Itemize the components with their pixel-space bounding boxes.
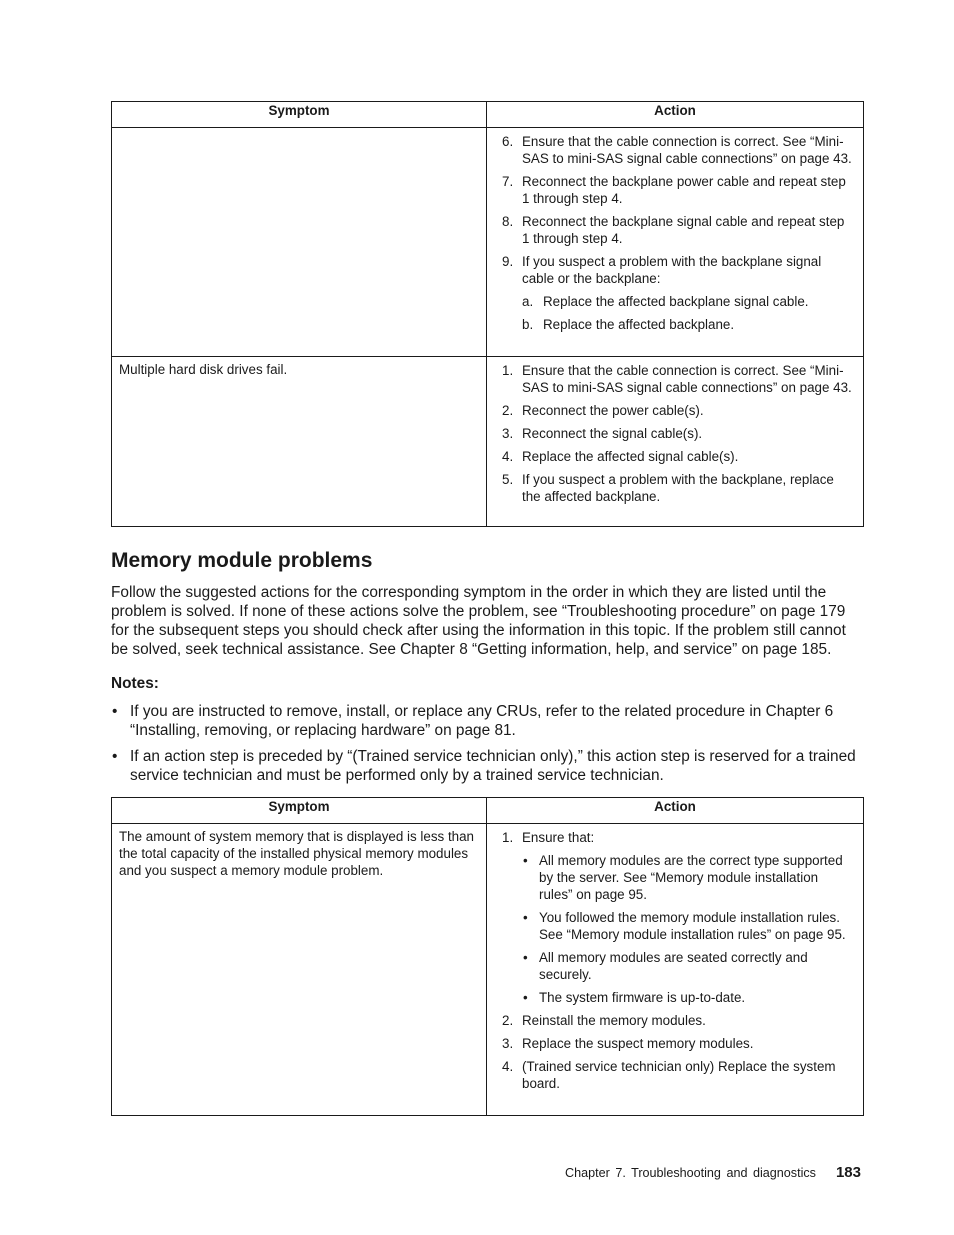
sub-step-text: Replace the affected backplane signal cable. <box>543 294 809 309</box>
symptom-cell: Multiple hard disk drives fail. <box>112 357 487 527</box>
step-text: Ensure that: <box>522 830 595 845</box>
table-row <box>112 824 864 1116</box>
step-text: Reinstall the memory modules. <box>522 1013 706 1028</box>
ensure-checklist <box>522 852 854 1006</box>
action-step <box>497 425 854 442</box>
action-step <box>497 471 854 505</box>
step-text: Replace the suspect memory modules. <box>522 1036 754 1051</box>
action-step <box>497 173 854 207</box>
checklist-text: All memory modules are seated correctly and securely. <box>539 950 808 982</box>
section-intro: Follow the suggested actions for the corresponding symptom in the order in which they are listed until the problem is solved. If none of these actions solve the problem, see “Troubleshooting procedure” on page 179 for the subsequent steps you should check after using the information in this topic. If the problem still cannot be solved, seek technical assistance. See Chapter 8 “Getting information, help, and service” on page 185. <box>111 584 846 658</box>
symptom-header: Symptom <box>112 102 487 128</box>
step-number: 2. <box>502 403 514 418</box>
sub-step-letter: b. <box>522 317 534 332</box>
step-number: 1. <box>502 363 514 378</box>
checklist-item <box>522 852 854 903</box>
action-step <box>497 133 854 167</box>
notes-list <box>111 702 863 792</box>
symptom-cell <box>112 128 487 357</box>
step-number: 7. <box>502 174 514 189</box>
step-text: Reconnect the power cable(s). <box>522 403 704 418</box>
step-number: 1. <box>502 830 514 845</box>
action-cell <box>487 824 864 1116</box>
table-row <box>112 128 864 357</box>
section-title: Memory module problems <box>111 549 373 572</box>
step-number: 9. <box>502 254 514 269</box>
action-step <box>497 829 854 1006</box>
hdd-troubleshooting-table <box>111 101 864 527</box>
note-item <box>111 747 863 785</box>
note-text: If an action step is preceded by “(Trained service technician only),” this action step is reserved for a trained service technician and must be performed only by a trained service technician. <box>130 748 856 784</box>
action-step <box>497 402 854 419</box>
bullet-icon: • <box>112 748 118 765</box>
action-steps <box>497 133 854 333</box>
sub-steps <box>522 293 854 333</box>
table-row <box>112 357 864 527</box>
step-number: 3. <box>502 426 514 441</box>
action-header: Action <box>487 102 864 128</box>
step-number: 4. <box>502 1059 514 1074</box>
page-number: 183 <box>835 1164 861 1181</box>
step-text: Ensure that the cable connection is correct. See “Mini-SAS to mini-SAS signal cable connections” on page 43. <box>522 363 852 395</box>
action-steps <box>497 362 854 505</box>
action-step <box>497 213 854 247</box>
sub-step-letter: a. <box>522 294 534 309</box>
footer-chapter: Chapter 7. Troubleshooting and diagnostics <box>565 1166 816 1180</box>
step-text: If you suspect a problem with the backplane signal cable or the backplane: <box>522 254 822 286</box>
checklist-text: The system firmware is up-to-date. <box>539 990 746 1005</box>
memory-troubleshooting-table <box>111 797 864 1116</box>
symptom-cell: The amount of system memory that is displayed is less than the total capacity of the installed physical memory modules and you suspect a memory module problem. <box>112 824 487 1116</box>
checklist-item <box>522 989 854 1006</box>
checklist-item <box>522 949 854 983</box>
checklist-item <box>522 909 854 943</box>
step-text: Reconnect the signal cable(s). <box>522 426 703 441</box>
checklist-text: You followed the memory module installation rules. See “Memory module installation rules” on page 95. <box>539 910 846 942</box>
sub-step <box>522 293 854 310</box>
checklist-text: All memory modules are the correct type supported by the server. See “Memory module installation rules” on page 95. <box>539 853 843 902</box>
step-text: (Trained service technician only) Replace the system board. <box>522 1059 836 1091</box>
sub-step-text: Replace the affected backplane. <box>543 317 735 332</box>
bullet-icon: • <box>523 910 528 925</box>
action-step <box>497 362 854 396</box>
step-number: 4. <box>502 449 514 464</box>
action-step <box>497 448 854 465</box>
action-step <box>497 1035 854 1052</box>
page-footer <box>565 1164 861 1182</box>
step-text: Ensure that the cable connection is correct. See “Mini-SAS to mini-SAS signal cable connections” on page 43. <box>522 134 852 166</box>
symptom-header: Symptom <box>112 798 487 824</box>
bullet-icon: • <box>523 990 528 1005</box>
note-text: If you are instructed to remove, install, or replace any CRUs, refer to the related procedure in Chapter 6 “Installing, removing, or replacing hardware” on page 81. <box>130 703 834 739</box>
step-number: 6. <box>502 134 514 149</box>
bullet-icon: • <box>112 703 118 720</box>
step-number: 5. <box>502 472 514 487</box>
memory-table-wrapper <box>111 797 864 1116</box>
action-cell <box>487 357 864 527</box>
note-item <box>111 702 863 740</box>
action-steps <box>497 829 854 1092</box>
step-text: If you suspect a problem with the backplane, replace the affected backplane. <box>522 472 834 504</box>
step-number: 8. <box>502 214 514 229</box>
table-header-row <box>112 102 864 128</box>
action-cell <box>487 128 864 357</box>
document-page <box>111 101 863 1091</box>
step-number: 3. <box>502 1036 514 1051</box>
step-text: Reconnect the backplane power cable and repeat step 1 through step 4. <box>522 174 846 206</box>
bullet-icon: • <box>523 950 528 965</box>
bullet-icon: • <box>523 853 528 868</box>
notes-title: Notes: <box>111 675 159 692</box>
step-number: 2. <box>502 1013 514 1028</box>
table-header-row <box>112 798 864 824</box>
action-step <box>497 1058 854 1092</box>
action-step <box>497 1012 854 1029</box>
step-text: Replace the affected signal cable(s). <box>522 449 739 464</box>
action-step <box>497 253 854 333</box>
sub-step <box>522 316 854 333</box>
action-header: Action <box>487 798 864 824</box>
step-text: Reconnect the backplane signal cable and repeat step 1 through step 4. <box>522 214 845 246</box>
